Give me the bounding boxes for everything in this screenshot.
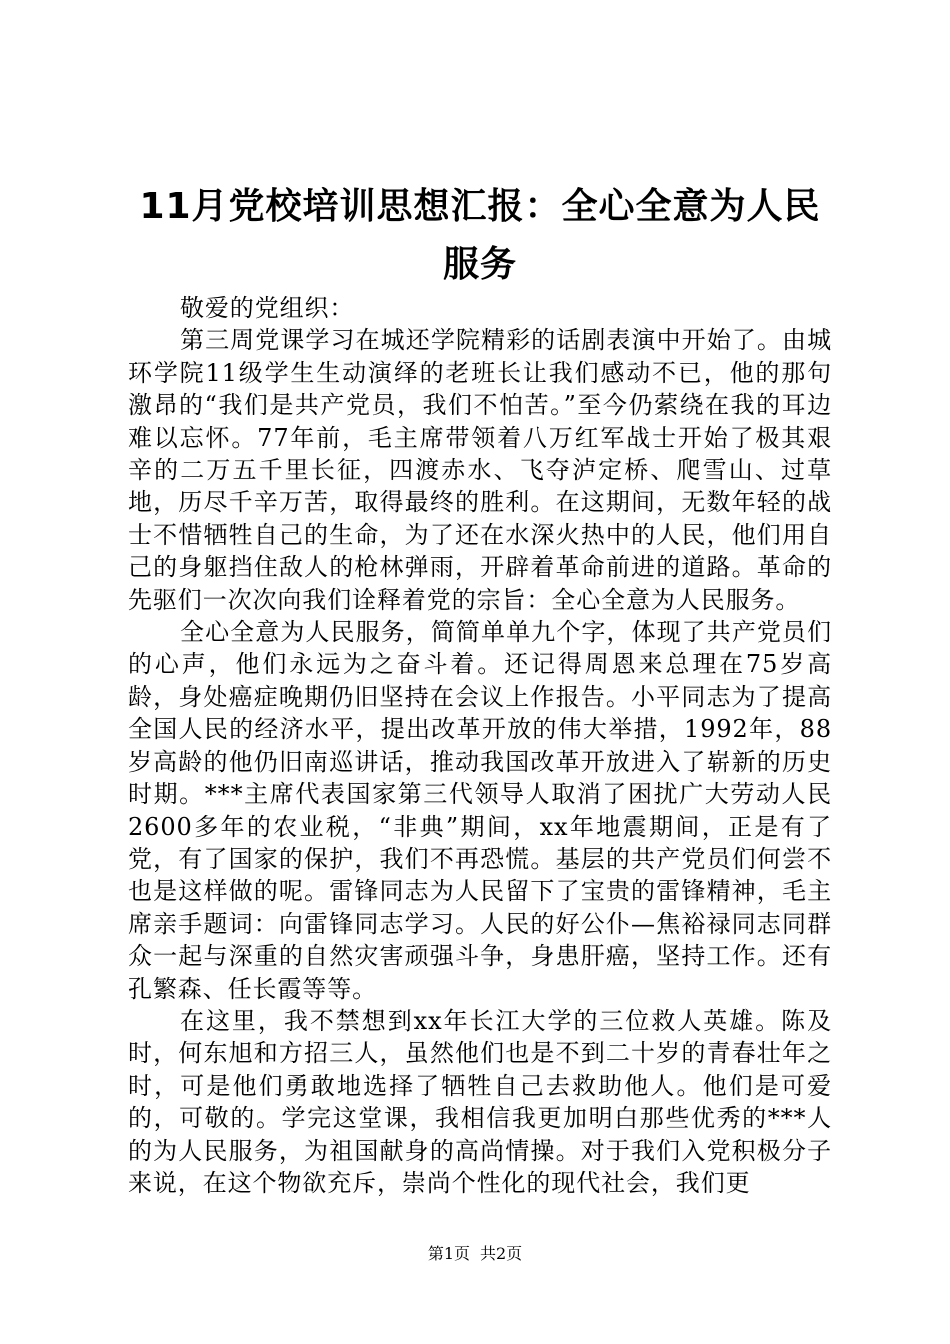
document-body — [128, 292, 832, 1199]
page-total: 共2页 — [480, 1244, 523, 1263]
body-paragraph: 第三周党课学习在城还学院精彩的话剧表演中开始了。由城环学院11级学生生动演绎的老班长让我们感动不已，他的那句激昂的“我们是共产党员，我们不怕苦。”至今仍萦绕在我的耳边难以忘怀。77年前，毛主席带领着八万红军战士开始了极其艰辛的二万五千里长征，四渡赤水、飞夺泸定桥、爬雪山、过草地，历尽千辛万苦，取得最终的胜利。在这期间，无数年轻的战士不惜牺牲自己的生命，为了还在水深火热中的人民，他们用自己的身躯挡住敌人的枪林弹雨，开辟着革命前进的道路。革命的先驱们一次次向我们诠释着党的宗旨：全心全意为人民服务。 — [128, 326, 832, 614]
body-paragraph: 在这里，我不禁想到xx年长江大学的三位救人英雄。陈及时，何东旭和方招三人，虽然他们也是不到二十岁的青春壮年之时，可是他们勇敢地选择了牺牲自己去救助他人。他们是可爱的，可敬的。学完这堂课，我相信我更加明白那些优秀的***人的为人民服务，为祖国献身的高尚情操。对于我们入党积极分子来说，在这个物欲充斥，崇尚个性化的现代社会，我们更 — [128, 1006, 832, 1197]
page-number: 第1页 — [427, 1244, 470, 1263]
document-title: 11月党校培训思想汇报：全心全意为人民服务 — [139, 186, 821, 285]
body-paragraph: 全心全意为人民服务，简简单单九个字，体现了共产党员们的心声，他们永远为之奋斗着。还记得周恩来总理在75岁高龄，身处癌症晚期仍旧坚持在会议上作报告。小平同志为了提高全国人民的经济水平，提出改革开放的伟大举措，1992年，88岁高龄的他仍旧南巡讲话，推动我国改革开放进入了崭新的历史时期。***主席代表国家第三代领导人取消了困扰广大劳动人民2600多年的农业税，“非典”期间，xx年地震期间，正是有了党，有了国家的保护，我们不再恐慌。基层的共产党员们何尝不也是这样做的呢。雷锋同志为人民留下了宝贵的雷锋精神，毛主席亲手题词：向雷锋同志学习。人民的好公仆—焦裕禄同志同群众一起与深重的自然灾害顽强斗争，身患肝癌，坚持工作。还有孔繁森、任长霞等等。 — [128, 618, 832, 1003]
page-footer — [0, 1244, 950, 1264]
salutation: 敬爱的党组织： — [180, 294, 355, 322]
